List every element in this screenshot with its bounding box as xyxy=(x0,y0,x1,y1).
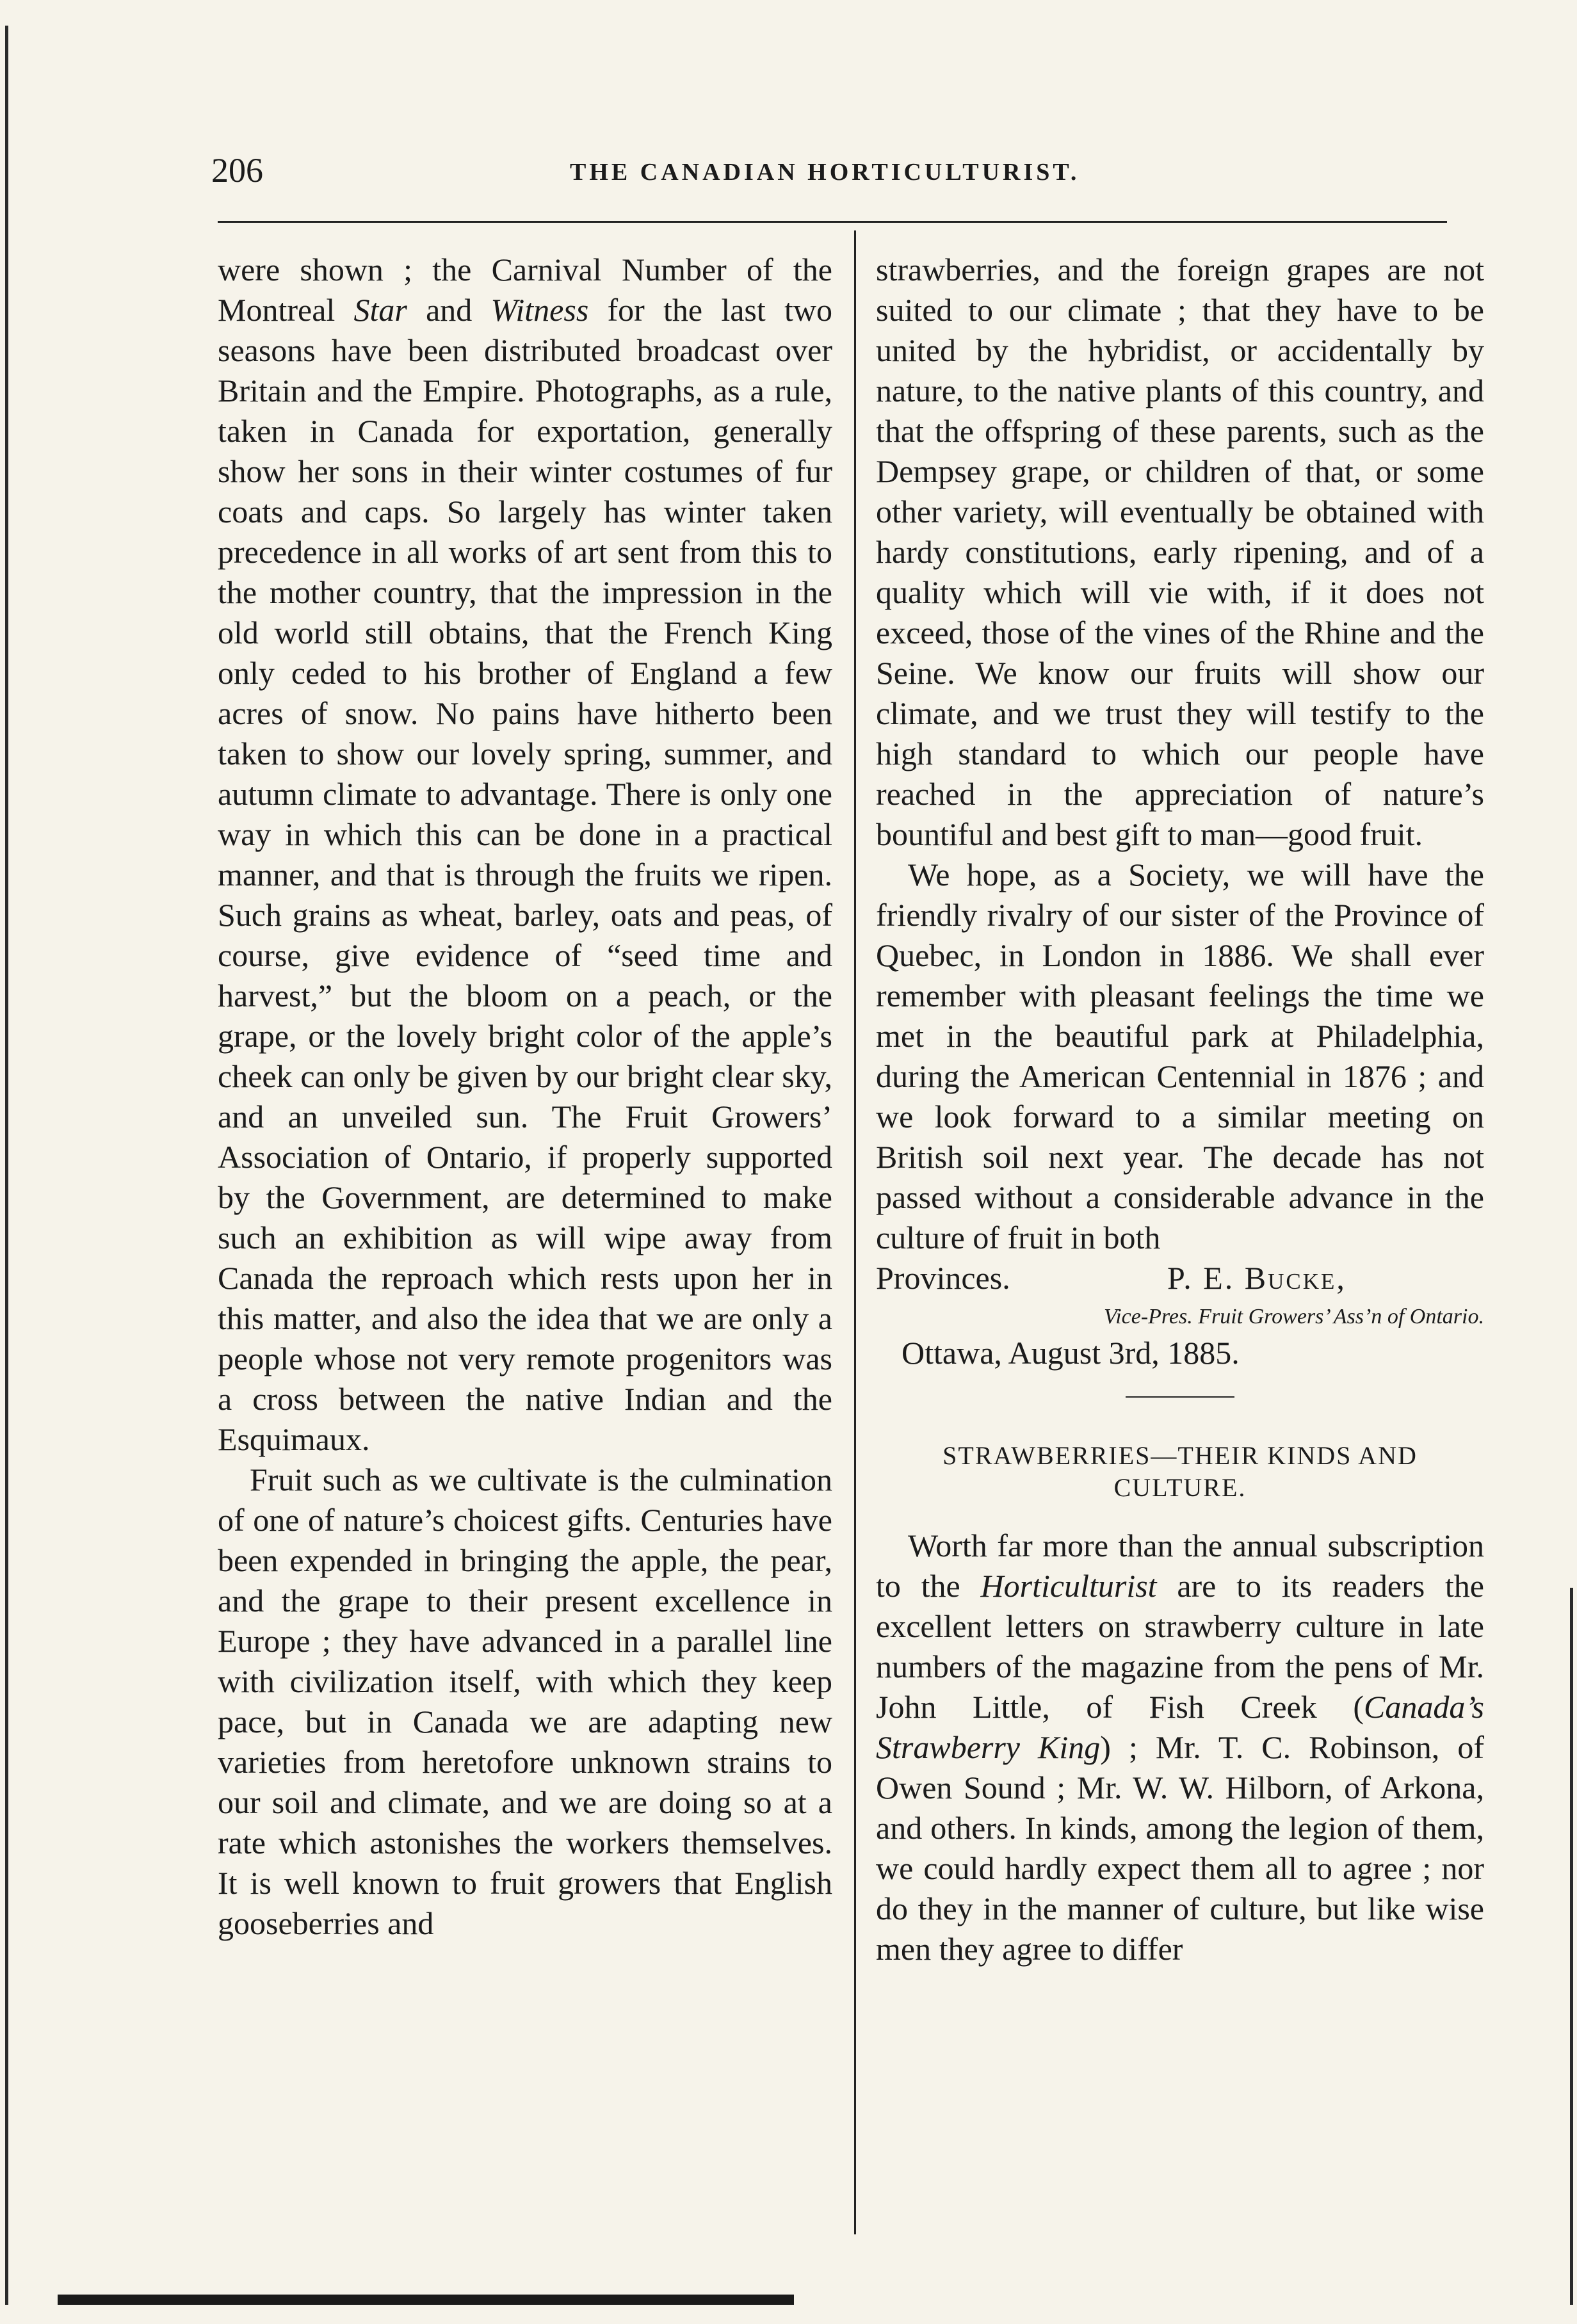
right-paragraph-1: strawberries, and the foreign grapes are not suited to our climate ; that they have to be united by the hybridist, or accidentally by nature, to the native plants of this country, and that the offspring of these parents, such as the Dempsey grape, or children of that, or some other variety, will eventually be obtained with hardy constitutions, early ripening, and of a quality which will vie with, if it does not exceed, those of the vines of the Rhine and the Seine. We know our fruits will show our climate, and we trust they will testify to the high standard to which our people have reached in the appreciation of nature’s bountiful and best gift to man—good fruit. xyxy=(876,252,1484,852)
signature-name: P. E. Bucke, xyxy=(1167,1260,1347,1296)
scan-edge-right xyxy=(1570,1588,1573,2305)
section-heading: STRAWBERRIES—THEIR KINDS AND CULTURE. xyxy=(942,1441,1418,1502)
page-header xyxy=(211,150,1447,202)
signature-date: Ottawa, August 3rd, 1885. xyxy=(902,1335,1240,1371)
scan-edge-left xyxy=(5,26,8,2305)
header-rule xyxy=(218,221,1447,223)
witness-title: Witness xyxy=(490,292,589,328)
column-divider xyxy=(854,230,856,2234)
left-column xyxy=(218,250,832,1944)
signature-title: Vice-Pres. Fruit Growers’ Ass’n of Ontario. xyxy=(1103,1305,1484,1328)
right-column xyxy=(876,250,1484,1969)
star-title: Star xyxy=(353,292,407,328)
right-paragraph-2: We hope, as a Society, we will have the friendly rivalry of our sister of the Province of Quebec, in London in 1886. We shall ever remember with pleasant feelings the time we met in the beautiful park at Philadelphia, during the American Centennial in 1876 ; and we look forward to a similar meeting on British soil next year. The decade has not passed without a considerable advance in the culture of fruit in both xyxy=(876,857,1484,1255)
page-number: 206 xyxy=(211,151,263,190)
left-paragraph-1: were shown ; the Carnival Number of the Montreal Star and Witness for the last two seasons have been distributed broadcast over Britain and the Empire. Photographs, as a rule, taken in Canada for exportation, generally show her sons in their winter costumes of fur coats and caps. So largely has winter taken precedence in all works of art sent from this to the mother country, that the impression in the old world still obtains, that the French King only ceded to his brother of England a few acres of snow. No pains have hitherto been taken to show our lovely spring, summer, and autumn climate to advantage. There is only one way in which this can be done in a practical manner, and that is through the fruits we ripen. Such grains as wheat, barley, oats and peas, of course, give evidence of “seed time and harvest,” but the bloom on a peach, or the grape, or the lovely bright color of the apple’s cheek can only be given by our bright clear sky, and an unveiled sun. The Fruit Growers’ Association of Ontario, if properly supported by the Government, are determined to make such an exhibition as will wipe away from Canada the reproach which rests upon her in this matter, and also the idea that we are only a people whose not very remote progenitors was a cross between the native Indian and the Esquimaux. xyxy=(218,252,832,1457)
left-paragraph-2: Fruit such as we cultivate is the culmination of one of nature’s choicest gifts. Centuries have been expended in bringing the apple, the pear, and the grape to their present excellence in Europe ; they have advanced in a parallel line with civilization itself, with which they keep pace, but in Canada we are adapting new varieties from heretofore unknown strains to our soil and climate, and we are doing so at a rate which astonishes the workers themselves. It is well known to fruit growers that English gooseberries and xyxy=(218,1462,832,1941)
section-separator xyxy=(1126,1396,1234,1398)
horticulturist-title: Horticulturist xyxy=(980,1568,1157,1604)
strawberry-king-title: Canada’s Strawberry King xyxy=(876,1689,1484,1765)
right-paragraph-3: Worth far more than the annual subscription to the Horticulturist are to its readers the excellent letters on strawberry culture in late numbers of the magazine from the pens of Mr. John Little, of Fish Creek (Canada’s Strawberry King) ; Mr. T. C. Robinson, of Owen Sound ; Mr. W. W. Hilborn, of Arkona, and others. In kinds, among the legion of them, we could hardly expect them all to agree ; nor do they in the manner of culture, but like wise men they agree to differ xyxy=(876,1528,1485,1967)
paragraph-2-last-line: Provinces. xyxy=(876,1260,1010,1296)
signature-line xyxy=(876,1258,1484,1298)
running-title: THE CANADIAN HORTICULTURIST. xyxy=(570,159,1080,186)
scan-bottom-rule xyxy=(58,2295,794,2305)
